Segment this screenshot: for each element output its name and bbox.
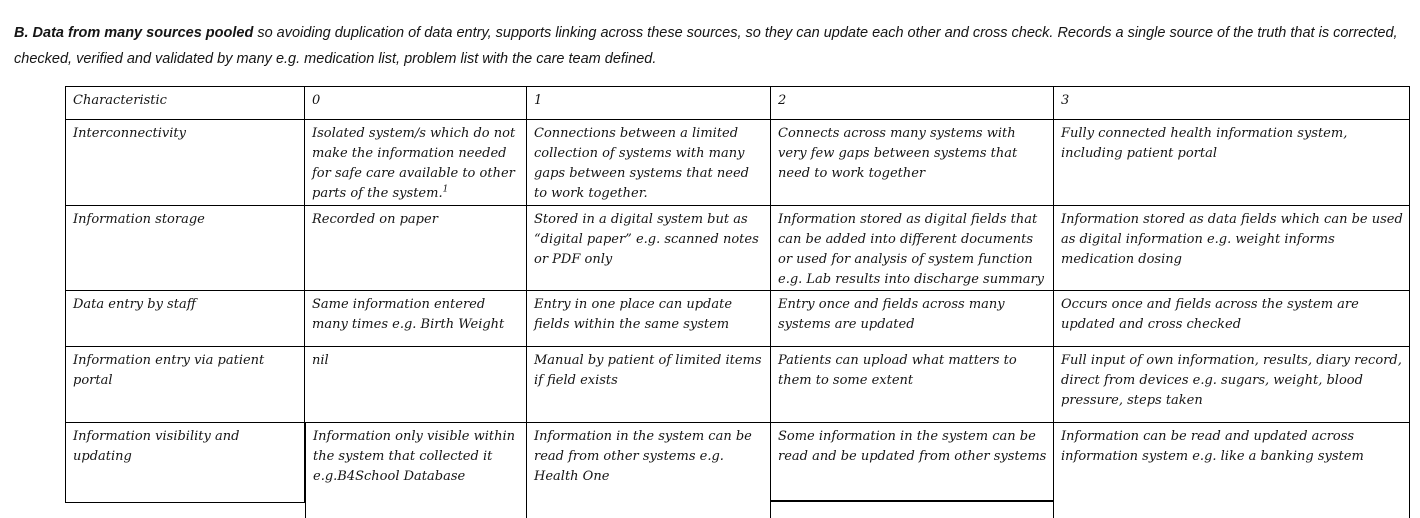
- table-cell: Information can be read and updated across information system e.g. like a banking system: [1054, 423, 1410, 518]
- row-label-cell: Data entry by staff: [65, 291, 305, 347]
- header-cell: 1: [527, 86, 771, 120]
- table-cell: Full input of own information, results, diary record, direct from devices e.g. sugars, weight, blood pressure, steps taken: [1054, 347, 1410, 423]
- row-bottom-rule: [771, 500, 1053, 502]
- row-label-cell: Information visibility and updating: [65, 423, 305, 503]
- table-cell: Information stored as digital fields that can be added into different documents or used for analysis of system function e.g. Lab results into discharge summary: [771, 206, 1054, 291]
- table-cell: Same information entered many times e.g. Birth Weight: [305, 291, 527, 347]
- intro-paragraph: [14, 20, 1408, 72]
- header-cell: Characteristic: [65, 86, 305, 120]
- table-cell: Patients can upload what matters to them to some extent: [771, 347, 1054, 423]
- intro-lead: B. Data from many sources pooled: [14, 24, 254, 41]
- row-label-cell: Information entry via patient portal: [65, 347, 305, 423]
- table-cell: Connections between a limited collection of systems with many gaps between systems that need to work together.: [527, 120, 771, 206]
- table-cell: Entry in one place can update fields within the same system: [527, 291, 771, 347]
- row-label-cell: Information storage: [65, 206, 305, 291]
- table-cell: Fully connected health information system, including patient portal: [1054, 120, 1410, 206]
- table-cell: Information in the system can be read from other systems e.g. Health One: [527, 423, 771, 518]
- table-cell: Entry once and fields across many systems are updated: [771, 291, 1054, 347]
- table-cell: Some information in the system can be read and be updated from other systems: [771, 423, 1054, 518]
- table-cell: Isolated system/s which do not make the information needed for safe care available to other parts of the system.$^1$: [305, 120, 527, 206]
- table-cell: Stored in a digital system but as “digital paper” e.g. scanned notes or PDF only: [527, 206, 771, 291]
- table-cell: Occurs once and fields across the system are updated and cross checked: [1054, 291, 1410, 347]
- header-cell: 0: [305, 86, 527, 120]
- intro-body: so avoiding duplication of data entry, supports linking across these sources, so they can update each other and cross check. Records a single source of the truth that is corrected, checked, verified and validated by many e.g. medication list, problem list with the care team defined.: [14, 24, 1398, 67]
- table-cell: Information stored as data fields which can be used as digital information e.g. weight informs medication dosing: [1054, 206, 1410, 291]
- header-cell: 2: [771, 86, 1054, 120]
- header-cell: 3: [1054, 86, 1410, 120]
- footnote-reference: 1: [442, 184, 449, 195]
- table-cell: nil: [305, 347, 527, 423]
- table-cell: Manual by patient of limited items if field exists: [527, 347, 771, 423]
- table-cell: Recorded on paper: [305, 206, 527, 291]
- rubric-table: [65, 86, 1410, 518]
- table-cell: Connects across many systems with very few gaps between systems that need to work together: [771, 120, 1054, 206]
- row-label-cell: Interconnectivity: [65, 120, 305, 206]
- table-cell: Information only visible within the system that collected it e.g.B4School Database: [305, 423, 527, 518]
